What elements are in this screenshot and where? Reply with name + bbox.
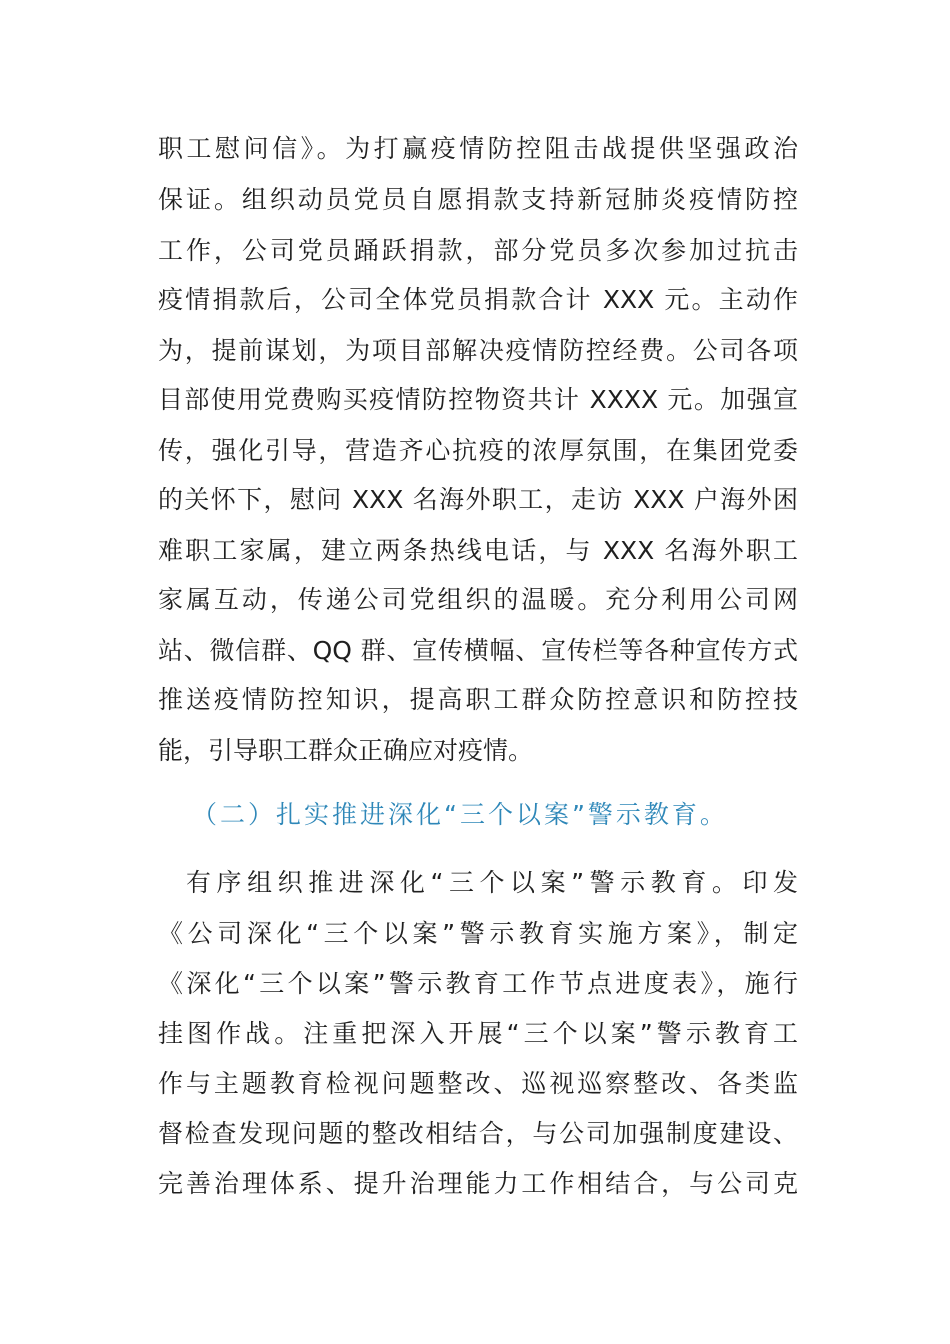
paragraph-1-line-7: 传，强化引导，营造齐心抗疫的浓厚氛围，在集团党委 — [158, 436, 798, 465]
paragraph-1-line-12: 推送疫情防控知识，提高职工群众防控意识和防控技 — [158, 685, 798, 714]
paragraph-1-line-3: 工作，公司党员踊跃捐款，部分党员多次参加过抗击 — [158, 236, 798, 265]
section-heading: （二）扎实推进深化“三个以案”警示教育。 — [192, 800, 728, 829]
paragraph-1-line-8: 的关怀下，慰问 XXX 名海外职工，走访 XXX 户海外困 — [158, 485, 798, 514]
paragraph-1-line-2: 保证。组织动员党员自愿捐款支持新冠肺炎疫情防控 — [158, 185, 798, 214]
paragraph-1-line-10: 家属互动，传递公司党组织的温暖。充分利用公司网 — [158, 585, 798, 614]
paragraph-1-line-9: 难职工家属，建立两条热线电话，与 XXX 名海外职工 — [158, 536, 798, 565]
paragraph-2-line-1: 有序组织推进深化“三个以案”警示教育。印发 — [186, 868, 798, 897]
paragraph-1-line-11: 站、微信群、QQ 群、宣传横幅、宣传栏等各种宣传方式 — [158, 636, 798, 665]
paragraph-1-line-5: 为，提前谋划，为项目部解决疫情防控经费。公司各项 — [158, 336, 798, 365]
paragraph-2-line-6: 督检查发现问题的整改相结合，与公司加强制度建设、 — [158, 1119, 798, 1148]
paragraph-1-line-6: 目部使用党费购买疫情防控物资共计 XXXX 元。加强宣 — [158, 385, 798, 414]
paragraph-2-line-2: 《公司深化“三个以案”警示教育实施方案》，制定 — [158, 919, 798, 948]
paragraph-1-line-1: 职工慰问信》。为打赢疫情防控阻击战提供坚强政治 — [158, 134, 798, 163]
paragraph-2-line-4: 挂图作战。注重把深入开展“三个以案”警示教育工 — [158, 1019, 798, 1048]
paragraph-2-line-5: 作与主题教育检视问题整改、巡视巡察整改、各类监 — [158, 1069, 798, 1098]
paragraph-1-line-4: 疫情捐款后，公司全体党员捐款合计 XXX 元。主动作 — [158, 285, 798, 314]
paragraph-1-line-13: 能，引导职工群众正确应对疫情。 — [158, 736, 534, 765]
paragraph-2-line-3: 《深化“三个以案”警示教育工作节点进度表》，施行 — [158, 969, 798, 998]
paragraph-2-line-7: 完善治理体系、提升治理能力工作相结合，与公司克 — [158, 1169, 798, 1198]
